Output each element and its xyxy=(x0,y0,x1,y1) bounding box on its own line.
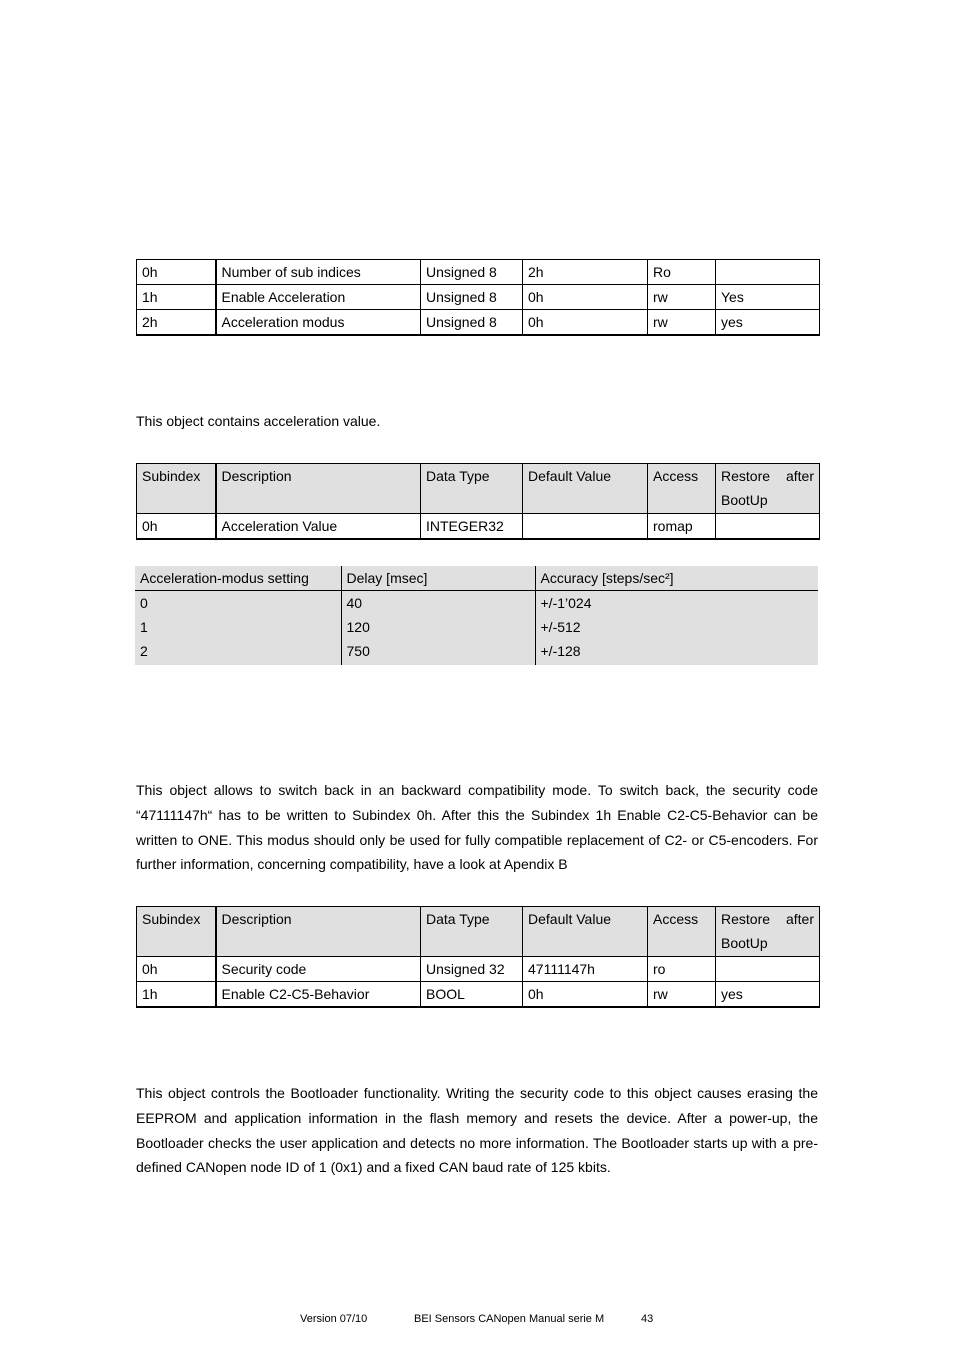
cell-description: Acceleration modus xyxy=(216,310,421,336)
header-description: Description xyxy=(216,907,421,957)
cell-subindex: 1h xyxy=(137,285,216,310)
cell-modus-setting: 2 xyxy=(135,639,341,665)
table-header-row xyxy=(137,907,820,957)
acceleration-value-table xyxy=(136,463,820,540)
cell-description: Enable Acceleration xyxy=(216,285,421,310)
cell-delay: 40 xyxy=(341,591,535,616)
cell-access: rw xyxy=(648,310,716,336)
acceleration-value-description: This object contains acceleration value. xyxy=(136,413,381,429)
table-row xyxy=(137,982,820,1008)
cell-default-value: 0h xyxy=(523,285,648,310)
header-modus-setting: Acceleration-modus setting xyxy=(135,566,341,591)
cell-description: Acceleration Value xyxy=(216,514,421,540)
page-number: 43 xyxy=(641,1313,654,1325)
cell-data-type: Unsigned 32 xyxy=(421,957,523,982)
table-header-row xyxy=(135,566,818,591)
cell-access: romap xyxy=(648,514,716,540)
cell-accuracy: +/-512 xyxy=(540,619,581,635)
footer-version: Version 07/10 xyxy=(300,1313,368,1325)
subindex-table-acceleration-config xyxy=(136,259,820,336)
header-access: Access xyxy=(648,464,716,514)
cell-default-value: 0h xyxy=(523,310,648,336)
cell-access: rw xyxy=(648,285,716,310)
cell-restore xyxy=(716,260,820,285)
table-row xyxy=(135,591,818,616)
header-subindex: Subindex xyxy=(137,464,216,514)
cell-restore: yes xyxy=(716,982,820,1008)
cell-access: Ro xyxy=(648,260,716,285)
bootloader-description: This object controls the Bootloader functionality. Writing the security code to this object causes erasing the EEPROM and application information in the flash memory and resets the device. After a power-up, the Bootloader checks the user application and detects no more information. The Bootloader starts up with a pre-defined CANopen node ID of 1 (0x1) and a fixed CAN baud rate of 125 kbits. xyxy=(136,1085,818,1176)
header-restore: Restore after BootUp xyxy=(716,907,820,957)
cell-data-type: Unsigned 8 xyxy=(421,310,523,336)
cell-restore: yes xyxy=(716,310,820,336)
acceleration-modus-table xyxy=(135,566,818,665)
cell-accuracy: +/-1’024 xyxy=(540,595,592,611)
cell-access: ro xyxy=(648,957,716,982)
header-default-value: Default Value xyxy=(523,464,648,514)
header-data-type: Data Type xyxy=(421,907,523,957)
cell-subindex: 1h xyxy=(137,982,216,1008)
cell-modus-setting: 0 xyxy=(135,591,341,616)
table-row xyxy=(137,514,820,540)
header-description: Description xyxy=(216,464,421,514)
header-data-type: Data Type xyxy=(421,464,523,514)
cell-subindex: 2h xyxy=(137,310,216,336)
cell-data-type: BOOL xyxy=(421,982,523,1008)
cell-access: rw xyxy=(648,982,716,1008)
header-default-value: Default Value xyxy=(523,907,648,957)
cell-description: Security code xyxy=(216,957,421,982)
table-row xyxy=(135,615,818,639)
compatibility-mode-table xyxy=(136,906,820,1008)
cell-default-value: 0h xyxy=(523,982,648,1008)
cell-data-type: Unsigned 8 xyxy=(421,285,523,310)
header-accuracy: Accuracy [steps/sec²] xyxy=(535,566,818,591)
cell-default-value: 2h xyxy=(523,260,648,285)
header-subindex: Subindex xyxy=(137,907,216,957)
compatibility-mode-description: This object allows to switch back in an backward compatibility mode. To switch back, the security code “47111147h“ has to be written to Subindex 0h. After this the Subindex 1h Enable C2-C5-Behavior can be written to ONE. This modus should only be used for fully compatible replacement of C2- or C5-encoders. For further information, concerning compatibility, have a look at Apendix B xyxy=(136,782,818,873)
header-access: Access xyxy=(648,907,716,957)
table-row xyxy=(137,957,820,982)
footer-title: BEI Sensors CANopen Manual serie M xyxy=(414,1313,605,1325)
cell-subindex: 0h xyxy=(137,260,216,285)
cell-description: Enable C2-C5-Behavior xyxy=(216,982,421,1008)
cell-accuracy: +/-128 xyxy=(540,643,581,659)
cell-data-type: Unsigned 8 xyxy=(421,260,523,285)
cell-default-value: 47111147h xyxy=(523,957,648,982)
cell-default-value xyxy=(523,514,648,540)
cell-description: Number of sub indices xyxy=(216,260,421,285)
table-row xyxy=(137,285,820,310)
cell-data-type: INTEGER32 xyxy=(421,514,523,540)
header-delay: Delay [msec] xyxy=(341,566,535,591)
cell-restore: Yes xyxy=(716,285,820,310)
cell-modus-setting: 1 xyxy=(135,615,341,639)
cell-subindex: 0h xyxy=(137,957,216,982)
table-row xyxy=(135,639,818,665)
cell-restore xyxy=(716,514,820,540)
cell-delay: 750 xyxy=(341,639,535,665)
cell-subindex: 0h xyxy=(137,514,216,540)
cell-delay: 120 xyxy=(341,615,535,639)
table-row xyxy=(137,310,820,336)
cell-restore xyxy=(716,957,820,982)
table-header-row xyxy=(137,464,820,514)
header-restore: Restore after BootUp xyxy=(716,464,820,514)
table-row xyxy=(137,260,820,285)
